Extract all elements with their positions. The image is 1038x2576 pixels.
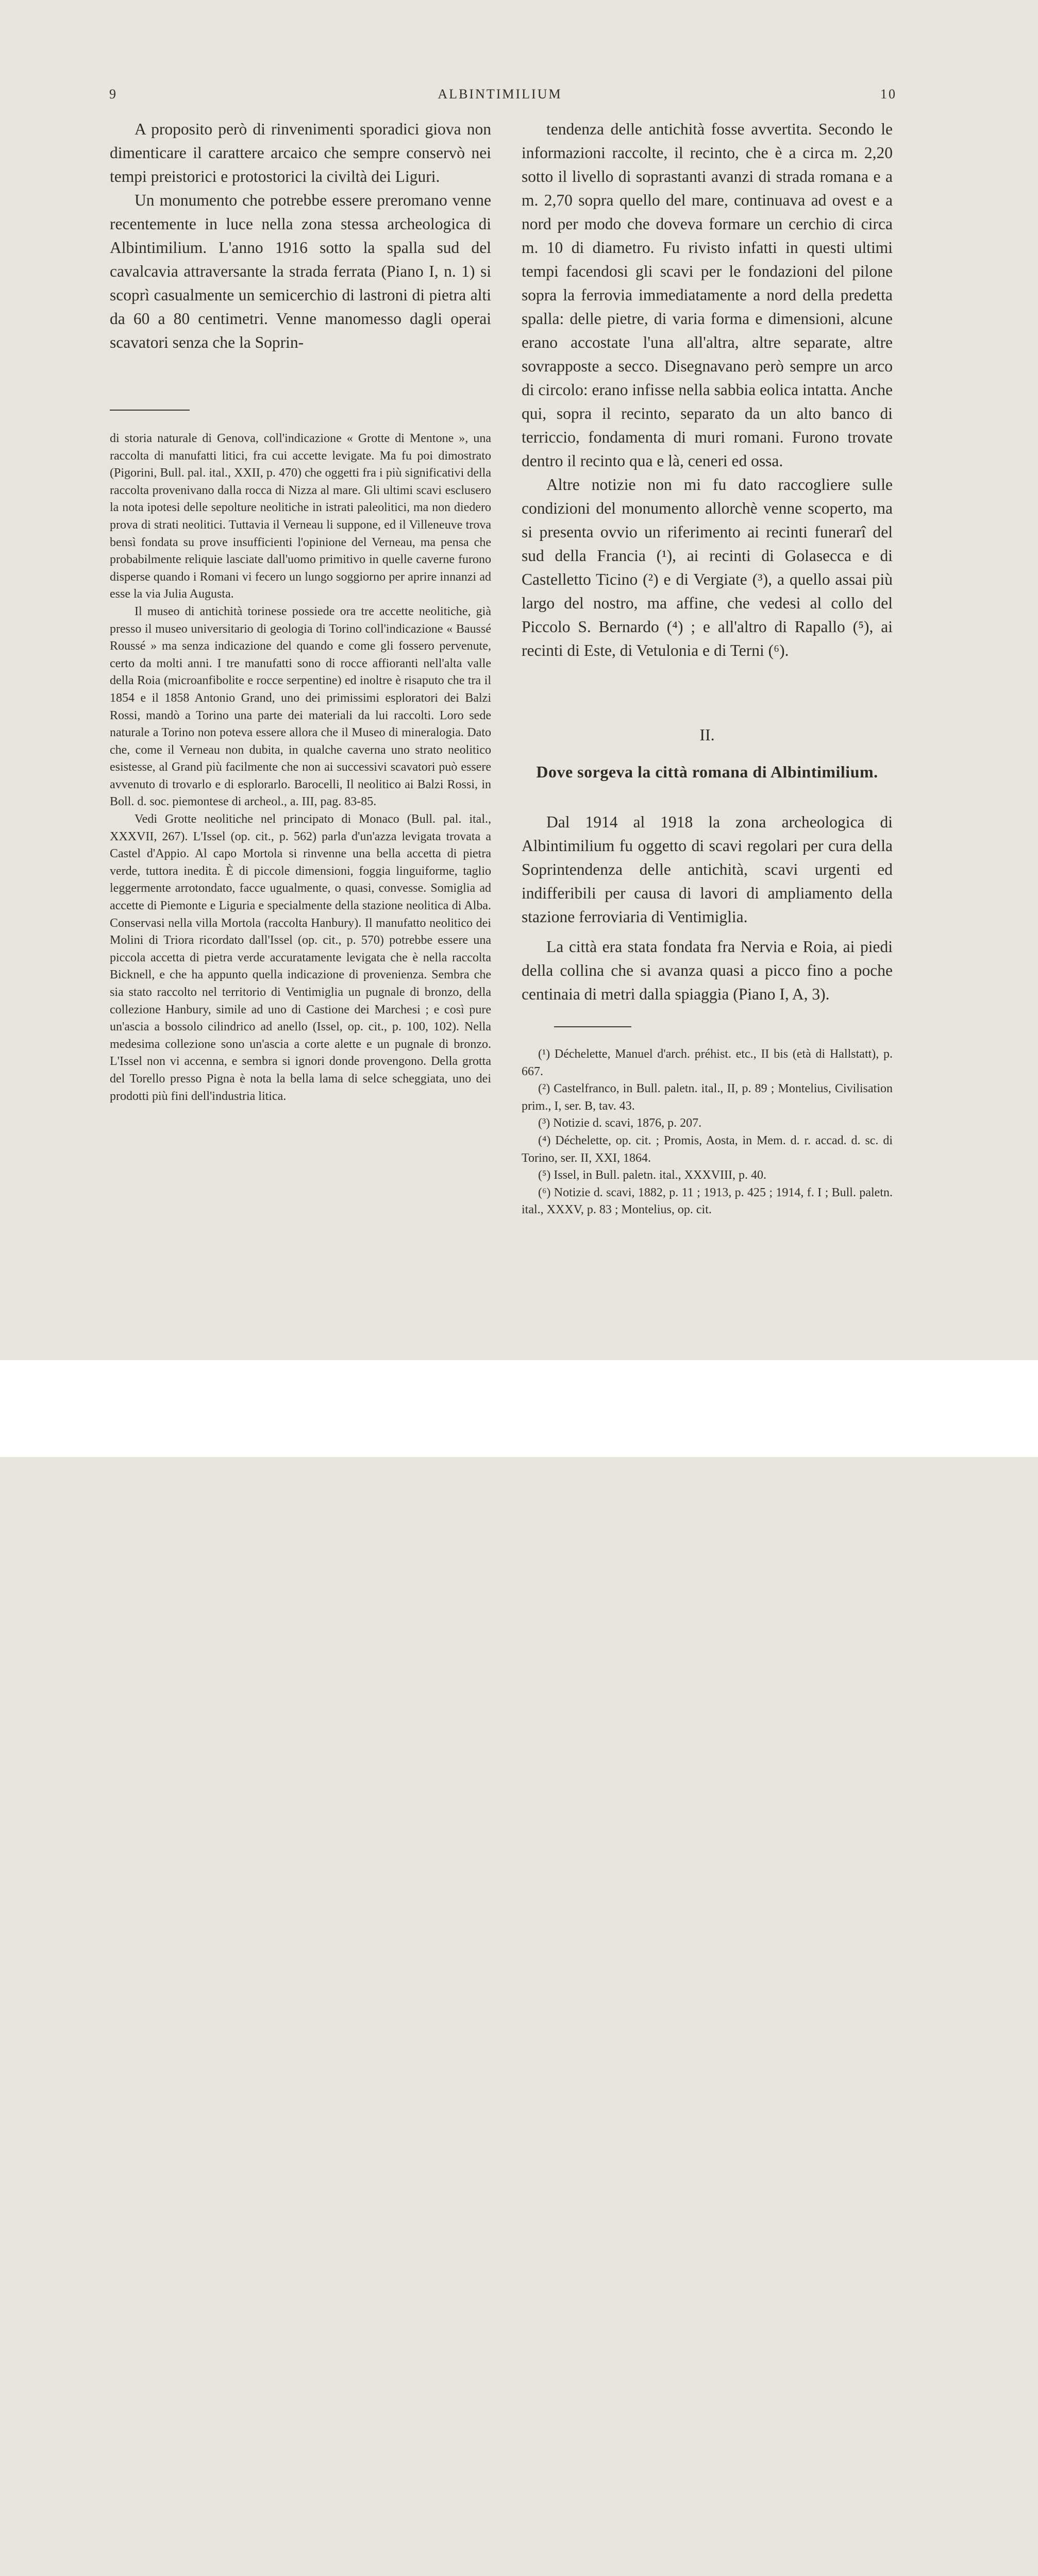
paragraph: La città era stata fondata fra Nervia e Roia, ai piedi della collina che si avanza quasi a picco fino a poche centinaia di metri dalla spiaggia (Piano I, A, 3). bbox=[522, 938, 893, 1003]
footnote: (⁵) Issel, in Bull. paletn. ital., XXXVIII, p. 40. bbox=[538, 1168, 766, 1182]
running-title: ALBINTIMILIUM bbox=[438, 87, 562, 101]
footnote: (¹) Déchelette, Manuel d'arch. préhist. etc., II bis (età di Hallstatt), p. 667. bbox=[522, 1047, 893, 1078]
footnote: (⁶) Notizie d. scavi, 1882, p. 11 ; 1913, p. 425 ; 1914, f. I ; Bull. paletn. ital., XXXV, p. 83 ; Montelius, op. cit. bbox=[522, 1185, 893, 1217]
left-column-footnotes bbox=[110, 430, 491, 1105]
footnote-separator bbox=[110, 410, 190, 411]
paragraph: A proposito però di rinvenimenti sporadici giova non dimenticare il carattere arcaico che sempre conservò nei tempi preistorici e protostorici la civiltà dei Liguri. bbox=[110, 120, 491, 185]
running-header bbox=[103, 87, 897, 107]
footer-bar bbox=[0, 1360, 1038, 1457]
footnote-separator bbox=[554, 1026, 631, 1027]
paragraph: Un monumento che potrebbe essere preromano venne recentemente in luce nella zona stessa archeologica di Albintimilium. L'anno 1916 sotto la spalla sud del cavalcavia attraversante la strada ferrata (Piano I, n. 1) si scoprì casualmente un semicerchio di lastroni di pietra alti da 60 a 80 centimetri. Venne manomesso dagli operai scavatori senza che la Soprin- bbox=[110, 191, 491, 351]
page-number-left: 9 bbox=[109, 87, 118, 101]
footnote: Vedi Grotte neolitiche nel principato di Monaco (Bull. pal. ital., XXXVII, 267). L'Issel (op. cit., p. 562) parla d'un'azza levigata trovata a Castel d'Appio. Al capo Mortola si rinvenne una bella accetta di pietra verde, tuttora inedita. È di piccole dimensioni, foggia linguiforme, taglio leggermente arrotondato, facce ugualmente, o quasi, convesse. Somiglia ad accette di Piemonte e Liguria e specialmente della stazione neolitica di Alba. Conservasi nella villa Mortola (raccolta Hanbury). Il manufatto neolitico dei Molini di Triora ricordato dall'Issel (op. cit., p. 570) potrebbe essere una piccola accetta di pietra verde accuratamente levigata che è nella raccolta Bicknell, e che ha appunto quella indicazione di provenienza. Sembra che sia stato raccolto nel territorio di Ventimiglia un pugnale di bronzo, della collezione Hanbury, simile ad uno di Castione dei Marchesi ; e così pure un'ascia a bossolo cilindrico ad anello (Issel, op. cit., p. 100, 102). Nella medesima collezione sono un'ascia a corte alette e un pugnale di bronzo. L'Issel non vi accenna, e sembra si ignori donde provengono. Della grotta del Torello presso Pigna è nota la bella lama di selce scheggiata, uno dei prodotti più fini dell'industria litica. bbox=[110, 812, 491, 1103]
section-text bbox=[522, 810, 893, 1012]
left-column-text bbox=[110, 117, 491, 354]
page-number-right: 10 bbox=[880, 87, 897, 101]
footnote: Il museo di antichità torinese possiede ora tre accette neolitiche, già presso il museo universitario di geologia di Torino coll'indicazione « Baussé Roussé » ma senza indicazione del quando e come gli fossero pervenute, certo da molti anni. I tre manufatti sono di rocce affioranti nell'alta valle della Roia (microanfibolite e rocce serpentine) ed inoltre è risaputo che tra il 1854 e il 1858 Antonio Grand, uno dei primissimi esploratori dei Balzi Rossi, mandò a Torino una parte dei materiali da lui raccolti. Loro sede naturale a Torino non poteva essere allora che il Museo di mineralogia. Dato che, come il Verneau non dubita, in qualche caverna uno strato neolitico esistesse, al Grand più facilmente che non ai successivi scavatori può essere avvenuto di trovarlo e di esplorarlo. Barocelli, Il neolitico ai Balzi Rossi, in Boll. d. soc. piemontese di archeol., a. III, pag. 83-85. bbox=[110, 604, 491, 809]
footnote: (⁴) Déchelette, op. cit. ; Promis, Aosta, in Mem. d. r. accad. d. sc. di Torino, ser. II, XXI, 1864. bbox=[522, 1133, 893, 1165]
footnote: (³) Notizie d. scavi, 1876, p. 207. bbox=[538, 1116, 702, 1130]
paragraph: Altre notizie non mi fu dato raccogliere sulle condizioni del monumento allorchè venne scoperto, ma si presenta ovvio un riferimento ai recinti funerarî del sud della Francia (¹), ai recinti di Golasecca e di Castelletto Ticino (²) e di Vergiate (³), a quello assai più largo del nostro, ma affine, che vedesi al collo del Piccolo S. Bernardo (⁴) ; e all'altro di Rapallo (⁵), ai recinti di Este, di Vetulonia e di Terni (⁶). bbox=[522, 476, 893, 659]
section-number: II. bbox=[699, 725, 715, 744]
right-column-text bbox=[522, 117, 893, 663]
right-column-footnotes bbox=[522, 1046, 893, 1219]
section-title: Dove sorgeva la città romana di Albintimilium. bbox=[536, 762, 878, 781]
paragraph: tendenza delle antichità fosse avvertita. Secondo le informazioni raccolte, il recinto, che è a circa m. 2,20 sotto il livello di soprastanti avanzi di strada romana e a m. 2,70 sopra quello del mare, continuava ad ovest e a nord per modo che doveva formare un cerchio di circa m. 10 di diametro. Fu rivisto infatti in questi ultimi tempi facendosi gli scavi per le fondazioni del pilone sopra la ferrovia immediatamente a nord della predetta spalla: delle pietre, di varia forma e dimensioni, alcune erano accostate l'una all'altra, altre separate, altre sovrapposte a secco. Disegnavano però sempre un arco di circolo: erano infisse nella sabbia eolica intatta. Anche qui, sopra il recinto, separato da un alto banco di terriccio, fondamenta di muri romani. Furono trovate dentro il recinto qua e là, ceneri ed ossa. bbox=[522, 120, 893, 470]
footnote: (²) Castelfranco, in Bull. paletn. ital., II, p. 89 ; Montelius, Civilisation prim., I, ser. B, tav. 43. bbox=[522, 1082, 893, 1113]
paragraph: Dal 1914 al 1918 la zona archeologica di Albintimilium fu oggetto di scavi regolari per cura della Soprintendenza delle antichità, scavi urgenti ed indifferibili per causa di lavori di ampliamento della stazione ferroviaria di Ventimiglia. bbox=[522, 813, 893, 926]
footnote: di storia naturale di Genova, coll'indicazione « Grotte di Mentone », una raccolta di manufatti litici, fra cui accette levigate. Ma fu poi dimostrato (Pigorini, Bull. pal. ital., XXII, p. 470) che oggetti fra i più significativi della raccolta provenivano dalla rocca di Nizza al mare. Gli ultimi scavi esclusero la nota ipotesi delle sepolture neolitiche in istrati paleolitici, ma non diedero prova di strati neolitici. Tuttavia il Verneau li suppone, ed il Villeneuve trova bensì fondata su prove insufficienti l'opinione del Verneau, ma pensa che probabilmente reliquie lasciate dall'uomo primitivo in quelle caverne furono disperse quando i Romani vi fecero un lungo soggiorno per aprire innanzi ad esse la via Julia Augusta. bbox=[110, 432, 491, 601]
